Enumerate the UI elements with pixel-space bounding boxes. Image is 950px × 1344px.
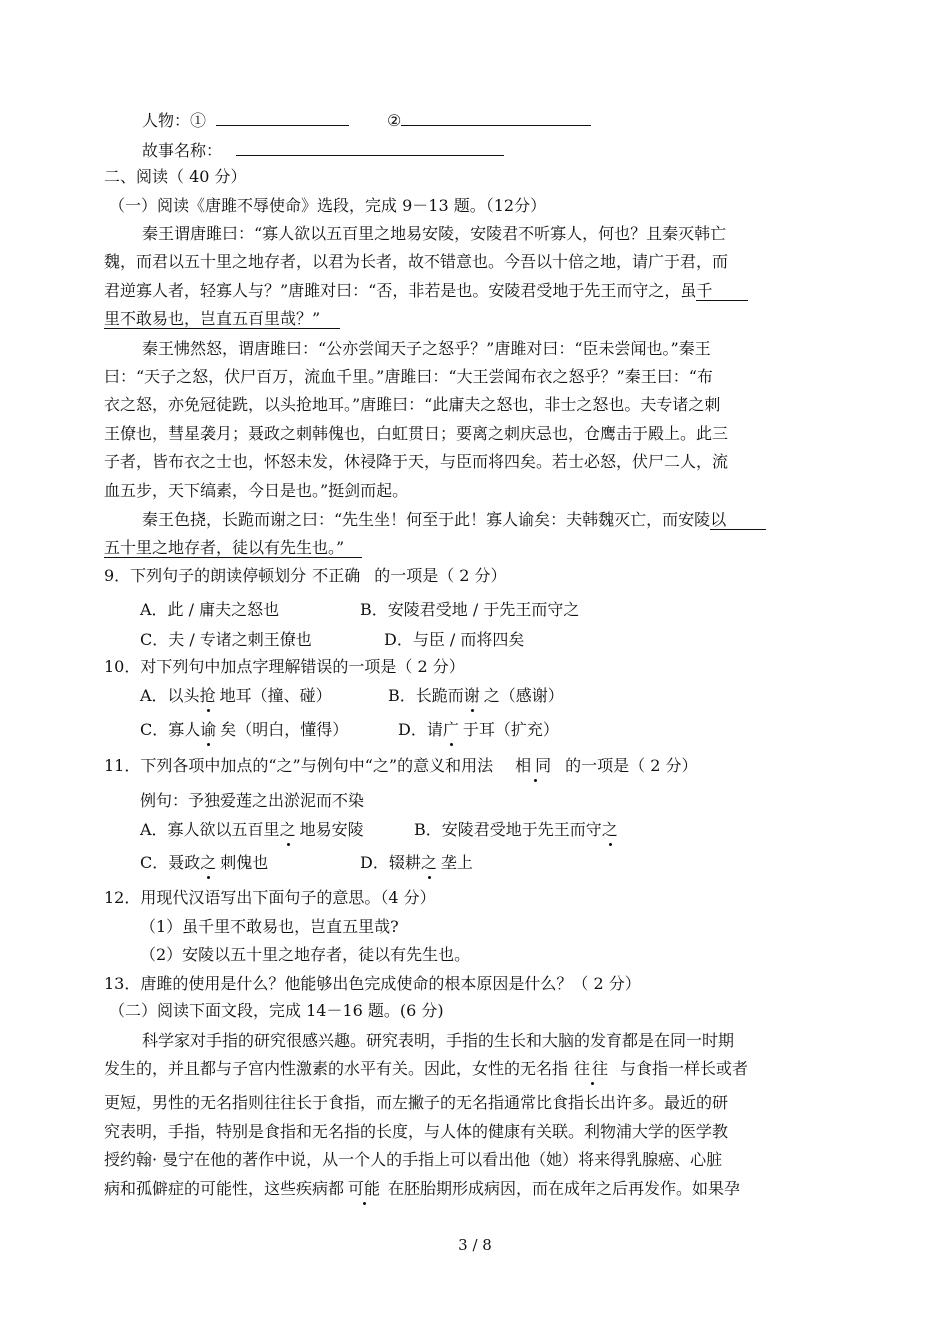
q9-option-d[interactable]: D．与臣 / 而将四矣 — [384, 630, 525, 649]
dotted-char: 谢 — [463, 686, 480, 705]
dotted-char: 谕 — [200, 720, 217, 739]
q10-option-c[interactable] — [140, 720, 348, 740]
q12-sentence-2: （2）安陵以五十里之地存者，徒以有先生也。 — [140, 945, 471, 964]
question-11 — [104, 756, 697, 776]
question-10-stem: 10．对下列句中加点字理解错误的一项是（ 2 分） — [104, 657, 465, 676]
passage1-line — [104, 281, 748, 301]
option-text: B．长跪而 — [388, 686, 464, 705]
q11-option-d[interactable] — [360, 853, 473, 873]
q10-option-b[interactable] — [388, 686, 564, 706]
character-1-blank[interactable] — [216, 110, 349, 126]
option-text: 于耳（扩充） — [462, 720, 559, 739]
question-11-stem: 11．下列各项中加点的“之”与例句中“之”的意义和用法 — [104, 756, 494, 775]
question-9 — [104, 566, 507, 586]
passage1-text: 秦王色挠，长跪而谢之曰：“先生坐！何至于此！寡人谕矣：夫韩魏灭亡，而安陵 — [142, 510, 711, 529]
passage2-text: 发生的，并且都与子宫内性激素的水平有关。因此，女性的无名指 — [104, 1059, 569, 1078]
passage1-line — [104, 309, 340, 329]
dotted-char: 之 — [279, 820, 296, 839]
q10-option-a[interactable] — [140, 686, 332, 706]
q11-example: 例句：予独爱莲之出淤泥而不染 — [140, 791, 365, 810]
passage2-line: 究表明，手指，特别是食指和无名指的长度，与人体的健康有关联。利物浦大学的医学教 — [104, 1122, 729, 1141]
option-text: 垄上 — [440, 853, 473, 872]
passage1-line: 曰：“天子之怒，伏尸百万，流血千里。”唐雎曰：“大王尝闻布衣之怒乎？”秦王曰：“布 — [104, 367, 713, 386]
part1-heading: （一）阅读《唐雎不辱使命》选段，完成 9－13 题。（12分） — [109, 196, 547, 215]
story-name-line — [142, 140, 504, 161]
underlined-sentence: 里不敢易也，岂直五百里哉？” — [104, 309, 340, 329]
page-number: 3 / 8 — [458, 1236, 492, 1254]
passage2-line: 更短，男性的无名指则往往长于食指，而左撇子的无名指通常比食指长出许多。最近的研 — [104, 1093, 729, 1112]
option-text: B．安陵君受地于先王而守 — [414, 820, 602, 839]
passage2-line — [104, 1059, 748, 1079]
question-13-stem: 13．唐雎的使用是什么？他能够出色完成使命的根本原因是什么？（ 2 分） — [104, 974, 641, 993]
passage1-line: 秦王怫然怒，谓唐雎曰：“公亦尝闻天子之怒乎？”唐雎对曰：“臣未尝闻也。”秦王 — [142, 339, 711, 358]
dotted-char: 之 — [420, 853, 437, 872]
dotted-char: 之 — [601, 820, 618, 839]
passage1-line: 子者，皆布衣之士也，怀怒未发，休祲降于天，与臣而将四矣。若士必怒，伏尸二人，流 — [104, 452, 729, 471]
story-name-blank[interactable] — [236, 140, 504, 156]
passage1-line: 衣之怒，亦免冠徒跣，以头抢地耳。”唐雎曰：“此庸夫之怒也，非士之怒也。夫专诸之刺 — [104, 395, 721, 414]
option-text: C．聂政 — [140, 853, 201, 872]
q11-option-a[interactable] — [140, 820, 364, 840]
characters-label: 人物：① — [142, 111, 207, 130]
q9-option-a[interactable]: A．此 / 庸夫之怒也 — [140, 600, 280, 619]
option-text: 刺傀也 — [220, 853, 269, 872]
character-2-blank[interactable] — [401, 110, 591, 126]
passage1-text: 君逆寡人者，轻寡人与？”唐雎对曰：“否，非若是也。安陵君受地于先王而守之，虽 — [104, 281, 697, 300]
underlined-sentence: 五十里之地存者，徒以有先生也。” — [104, 538, 362, 558]
passage2-text: 病和孤僻症的可能性，这些疾病都 — [104, 1179, 345, 1198]
q11-option-c[interactable] — [140, 853, 268, 873]
option-text: 地耳（撞、碰） — [219, 686, 332, 705]
q9-option-b[interactable]: B．安陵君受地 / 于先王而守之 — [360, 600, 580, 619]
story-label: 故事名称： — [142, 141, 223, 160]
option-text: A．寡人欲以五百里 — [140, 820, 280, 839]
option-text: C．寡人 — [140, 720, 201, 739]
q10-option-d[interactable] — [398, 720, 559, 740]
option-text: 之（感谢） — [483, 686, 564, 705]
question-12-stem: 12．用现代汉语写出下面句子的意思。（4 分） — [104, 888, 436, 907]
option-text: D．请 — [398, 720, 443, 739]
dotted-char: 之 — [200, 853, 217, 872]
passage1-line: 血五步，天下缟素，今日是也。”挺剑而起。 — [104, 481, 409, 500]
part2-heading: （二）阅读下面文段，完成 14－16 题。(6 分) — [109, 1001, 444, 1020]
q11-option-b[interactable] — [414, 820, 618, 840]
dotted-char: 广 — [442, 720, 459, 739]
passage2-line: 授约翰· 曼宁在他的著作中说，从一个人的手指上可以看出他（她）将来得乳腺癌、心脏 — [104, 1150, 723, 1169]
option-text: D．辍耕 — [360, 853, 421, 872]
underlined-sentence: 千 — [696, 281, 748, 301]
passage1-line — [104, 538, 362, 558]
option-text: 地易安陵 — [299, 820, 364, 839]
option-text: 矣（明白，懂得） — [220, 720, 349, 739]
question-11-stem-end: 的一项是（ 2 分） — [565, 756, 698, 775]
passage2-line: 科学家对手指的研究很感兴趣。研究表明，手指的生长和大脑的发育都是在同一时期 — [142, 1031, 735, 1050]
dotted-emphasis: 往往 — [574, 1059, 611, 1078]
passage2-text: 与食指一样长或者 — [620, 1059, 749, 1078]
dotted-emphasis: 不正确 — [312, 566, 361, 585]
option-text: A．以头 — [140, 686, 200, 705]
dotted-emphasis: 可能 — [348, 1179, 381, 1198]
characters-line — [142, 110, 591, 131]
passage1-line: 魏，而君以五十里之地存者，以君为长者，故不错意也。今吾以十倍之地，请广于君，而 — [104, 252, 729, 271]
q12-sentence-1: （1）虽千里不敢易也，岂直五里哉? — [140, 917, 399, 936]
underlined-sentence: 以 — [710, 510, 766, 530]
question-9-stem-end: 的一项是（ 2 分） — [374, 566, 507, 585]
section2-title: 二、阅读（ 40 分） — [104, 167, 247, 186]
passage1-line — [142, 510, 766, 530]
q9-option-c[interactable]: C．夫 / 专诸之刺王僚也 — [140, 630, 312, 649]
characters-second-label: ② — [387, 111, 402, 130]
dotted-text — [312, 566, 360, 585]
passage1-line: 秦王谓唐雎曰：“寡人欲以五百里之地易安陵，安陵君不听寡人，何也？且秦灭韩亡 — [142, 224, 727, 243]
passage2-text: 在胚胎期形成病因，而在成年之后再发作。如果孕 — [388, 1179, 741, 1198]
passage1-line: 王僚也，彗星袭月；聂政之刺韩傀也，白虹贯日；要离之刺庆忌也，仓鹰击于殿上。此三 — [104, 424, 729, 443]
dotted-emphasis: 相同 — [515, 756, 556, 775]
question-9-stem: 9．下列句子的朗读停顿划分 — [104, 566, 307, 585]
dotted-char: 抢 — [199, 686, 216, 705]
passage2-line — [104, 1179, 740, 1199]
